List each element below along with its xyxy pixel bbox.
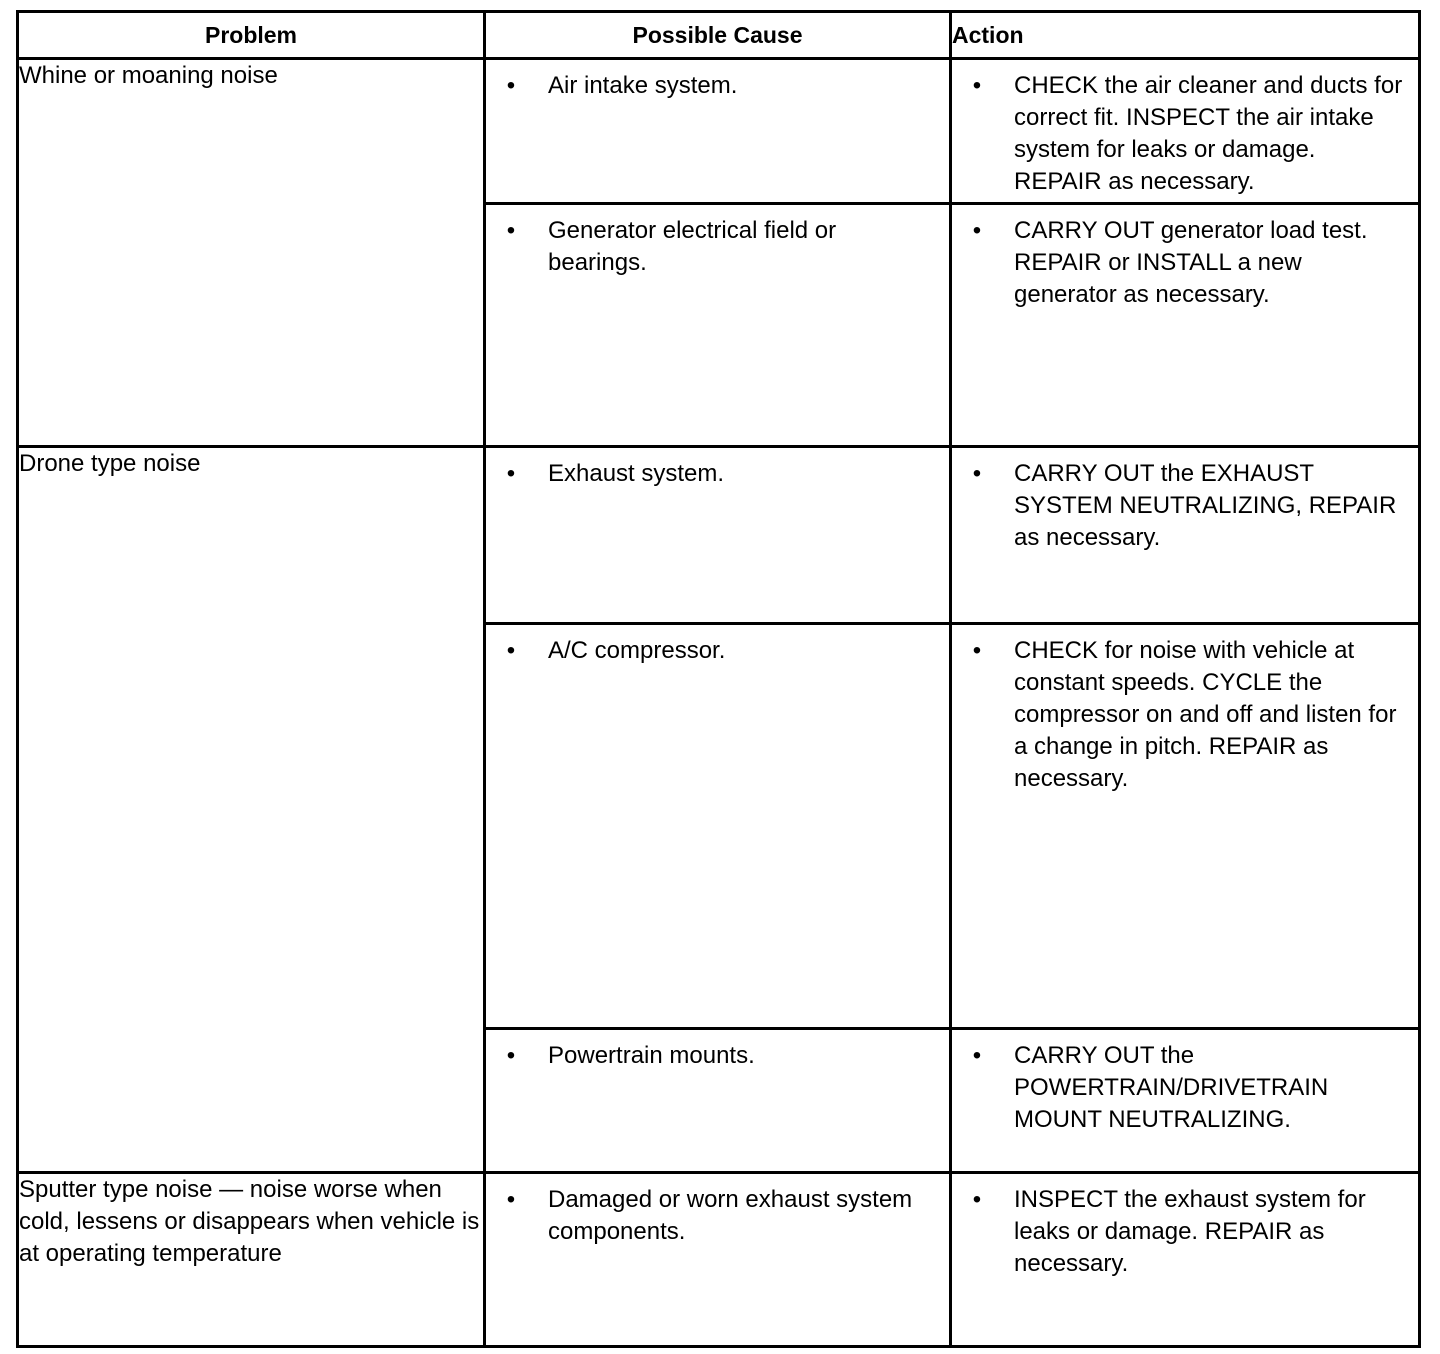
cause-text: Air intake system. <box>548 72 738 99</box>
bullet-icon: • <box>972 459 982 487</box>
table-row <box>18 59 1420 204</box>
header-action: Action <box>951 12 1420 59</box>
problem-cell <box>18 446 485 1172</box>
cause-text: Damaged or worn exhaust system components. <box>548 1185 913 1245</box>
bullet-icon: • <box>972 636 982 664</box>
action-cell <box>951 204 1420 446</box>
cause-text: Generator electrical field or bearings. <box>548 217 837 277</box>
cause-cell <box>485 623 951 1028</box>
problem-text: Sputter type noise — noise worse when cold, lessens or disappears when vehicle is at operating temperature <box>19 1175 480 1267</box>
bullet-icon: • <box>972 1185 982 1213</box>
problem-cell <box>18 1172 485 1346</box>
cause-cell <box>485 204 951 446</box>
diagnosis-table <box>16 10 1421 1348</box>
action-cell <box>951 446 1420 623</box>
bullet-icon: • <box>972 1041 982 1069</box>
action-text: INSPECT the exhaust system for leaks or damage. REPAIR as necessary. <box>1014 1185 1366 1277</box>
action-text: CHECK the air cleaner and ducts for correct fit. INSPECT the air intake system for leaks or damage. REPAIR as necessary. <box>1014 72 1403 195</box>
bullet-icon: • <box>506 459 516 487</box>
problem-text: Drone type noise <box>19 449 201 477</box>
problem-text: Whine or moaning noise <box>19 62 278 89</box>
table-row <box>18 446 1420 623</box>
cause-cell <box>485 1172 951 1346</box>
bullet-icon: • <box>972 217 982 245</box>
header-row <box>18 12 1420 59</box>
cause-text: A/C compressor. <box>548 636 726 664</box>
action-text: CARRY OUT the EXHAUST SYSTEM NEUTRALIZING, REPAIR as necessary. <box>1014 459 1397 551</box>
action-text: CARRY OUT generator load test. REPAIR or INSTALL a new generator as necessary. <box>1014 217 1368 309</box>
cause-text: Powertrain mounts. <box>548 1041 755 1069</box>
bullet-icon: • <box>506 636 516 664</box>
action-cell <box>951 59 1420 204</box>
action-cell <box>951 623 1420 1028</box>
cause-text: Exhaust system. <box>548 459 725 487</box>
header-problem: Problem <box>18 12 485 59</box>
bullet-icon: • <box>972 72 982 99</box>
action-cell <box>951 1028 1420 1172</box>
action-cell <box>951 1172 1420 1346</box>
action-text: CARRY OUT the POWERTRAIN/DRIVETRAIN MOUNT NEUTRALIZING. <box>1014 1041 1329 1133</box>
bullet-icon: • <box>506 1185 516 1213</box>
cause-cell <box>485 446 951 623</box>
cause-cell <box>485 59 951 204</box>
bullet-icon: • <box>506 1041 516 1069</box>
bullet-icon: • <box>506 217 516 245</box>
table-row <box>18 1172 1420 1346</box>
problem-cell <box>18 59 485 447</box>
action-text: CHECK for noise with vehicle at constant speeds. CYCLE the compressor on and off and listen for a change in pitch. REPAIR as necessary. <box>1014 636 1397 792</box>
bullet-icon: • <box>506 72 516 99</box>
cause-cell <box>485 1028 951 1172</box>
header-possible-cause: Possible Cause <box>485 12 951 59</box>
